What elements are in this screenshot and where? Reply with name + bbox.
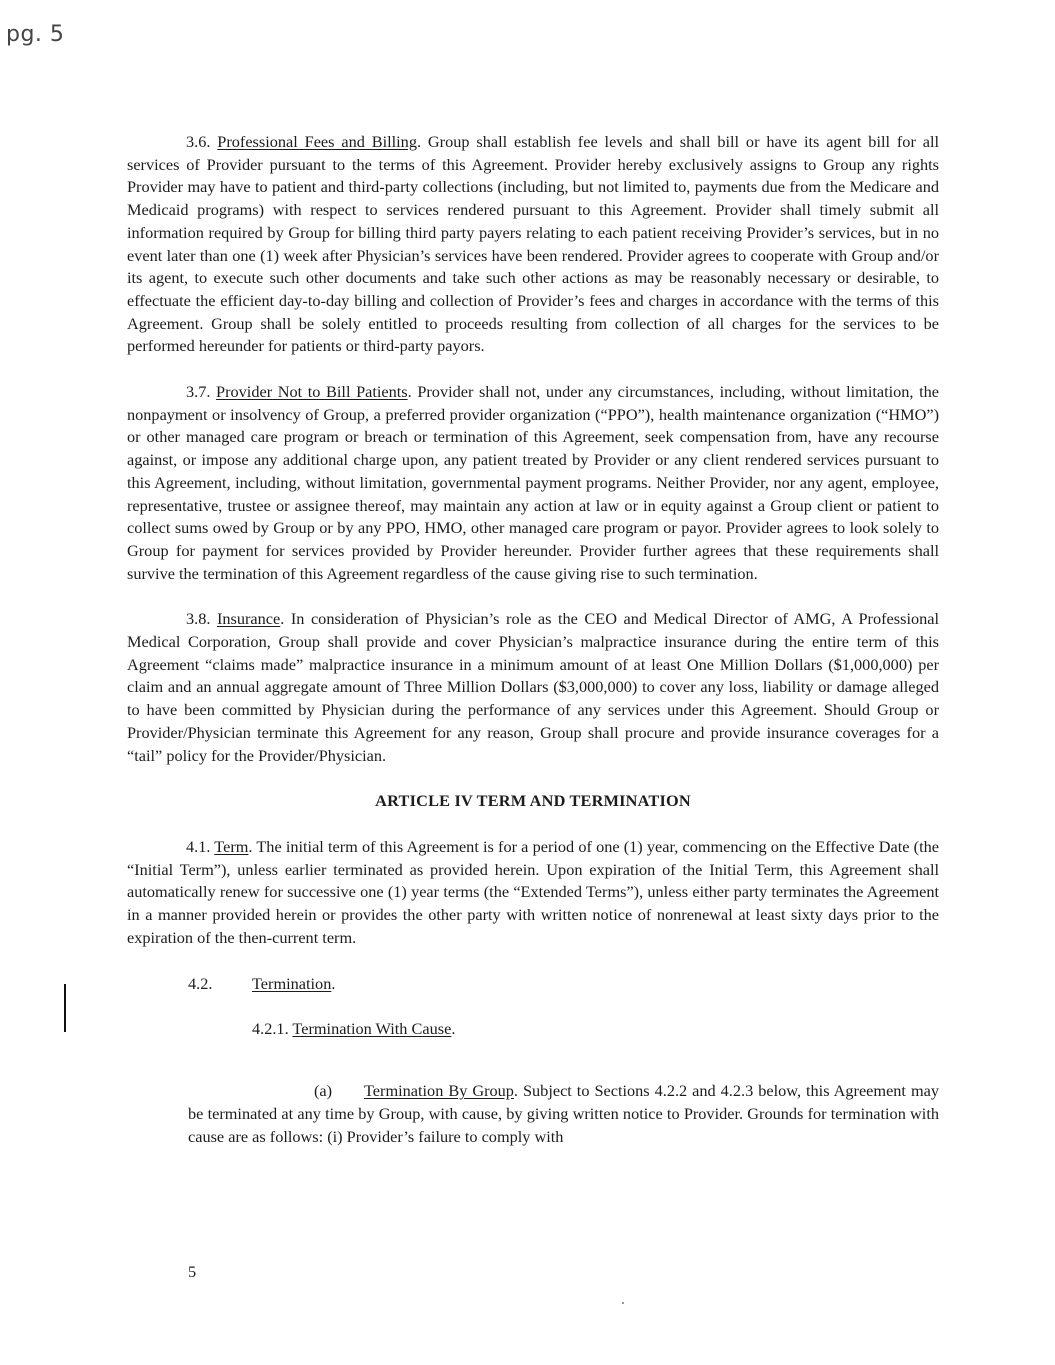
section-4-1-number: 4.1. (186, 836, 211, 856)
section-4-2-1-title: Termination With Cause (292, 1019, 452, 1039)
section-4-2-1-a-text: . Subject to Sections 4.2.2 and 4.2.3 below, this Agreement may be terminated at any time by Group, with cause, by giving written notice to Provider. Grounds for termination with cause are as follows: (i) Provider’s failure to comply with (188, 1081, 939, 1146)
section-3-7-title: Provider Not to Bill Patients (216, 382, 408, 402)
section-4-1-title: Term (214, 836, 249, 856)
section-4-2-1-a-title: Termination By Group (364, 1081, 514, 1101)
document-body (127, 131, 939, 1165)
footer-page-number: 5 (188, 1262, 197, 1281)
section-3-6 (127, 131, 939, 358)
article-iv-heading: ARTICLE IV TERM AND TERMINATION (375, 791, 691, 811)
section-3-7-number: 3.7. (186, 382, 211, 402)
section-3-8-text: . In consideration of Physician’s role as the CEO and Medical Director of AMG, A Professional Medical Corporation, Group shall provide and cover Physician’s malpractice insurance during the entire term of this Agreement “claims made” malpractice insurance in a minimum amount of at least One Million Dollars ($1,000,000) per claim and an annual aggregate amount of Three Million Dollars ($3,000,000) to cover any loss, liability or damage alleged to have been committed by Physician during the performance of any services under this Agreement. Should Group or Provider/Physician terminate this Agreement for any reason, Group shall procure and provide insurance coverages for a “tail” policy for the Provider/Physician. (127, 609, 939, 765)
section-4-2-1-a-letter: (a) (314, 1081, 333, 1101)
section-3-6-text: . Group shall establish fee levels and shall bill or have its agent bill for all services of Provider pursuant to the terms of this Agreement. Provider hereby exclusively assigns to Group any rights Provider may have to patient and third-party collections (including, but not limited to, payments due from the Medicare and Medicaid programs) with respect to services rendered pursuant to this Agreement. Provider shall timely submit all information required by Group for billing third party payers relating to each patient receiving Provider’s services, but in no event later than one (1) week after Physician’s services have been rendered. Provider agrees to cooperate with Group and/or its agent, to execute such other documents and take such other actions as may be reasonably necessary or desirable, to effectuate the efficient day-to-day billing and collection of Provider’s fees and charges in accordance with the terms of this Agreement. Group shall be solely entitled to proceeds resulting from collection of all charges for the services to be performed hereunder for patients or third-party payors. (127, 132, 940, 356)
section-3-7-text: . Provider shall not, under any circumstances, including, without limitation, the nonpayment or insolvency of Group, a preferred provider organization (“PPO”), health maintenance organization (“HMO”) or other managed care program or breach or termination of this Agreement, seek compensation from, have any recourse against, or impose any additional charge upon, any patient treated by Provider or any client rendered services pursuant to this Agreement, including, without limitation, governmental payment programs. Neither Provider, nor any agent, employee, representative, trustee or assignee thereof, may maintain any action at law or in equity against a Group client or patient to collect sums owed by Group or by any PPO, HMO, other managed care program or payor. Provider agrees to look solely to Group for payment for services provided by Provider hereunder. Provider further agrees that these requirements shall survive the termination of this Agreement regardless of the cause giving rise to such termination. (127, 382, 939, 583)
section-4-2-1 (127, 1018, 939, 1041)
section-4-2 (127, 973, 939, 996)
section-3-8 (127, 608, 939, 767)
section-4-2-title: Termination (252, 973, 332, 993)
section-3-8-number: 3.8. (186, 609, 211, 629)
section-4-1 (127, 836, 939, 950)
section-3-7 (127, 381, 939, 585)
section-4-2-1-number: 4.2.1. (252, 1019, 289, 1039)
margin-change-bar (64, 984, 66, 1032)
section-3-8-title: Insurance (216, 609, 281, 629)
section-3-6-title: Professional Fees and Billing (217, 132, 417, 151)
section-3-6-number: 3.6. (186, 132, 211, 151)
section-4-1-text: . The initial term of this Agreement is for a period of one (1) year, commencing on the Effective Date (the “Initial Term”), unless earlier terminated as provided herein. Upon expiration of the Initial Term, this Agreement shall automatically renew for successive one (1) year terms (the “Extended Terms”), unless either party terminates the Agreement in a manner provided herein or provides the other party with written notice of nonrenewal at least sixty days prior to the expiration of the then-current term. (127, 836, 939, 947)
section-4-2-suffix: . (331, 973, 336, 993)
scan-speck (622, 1302, 624, 1304)
section-4-2-number: 4.2. (188, 973, 213, 993)
section-4-2-1-a (188, 1080, 939, 1148)
section-4-2-1-suffix: . (451, 1019, 456, 1039)
page-label: pg. 5 (6, 22, 65, 47)
